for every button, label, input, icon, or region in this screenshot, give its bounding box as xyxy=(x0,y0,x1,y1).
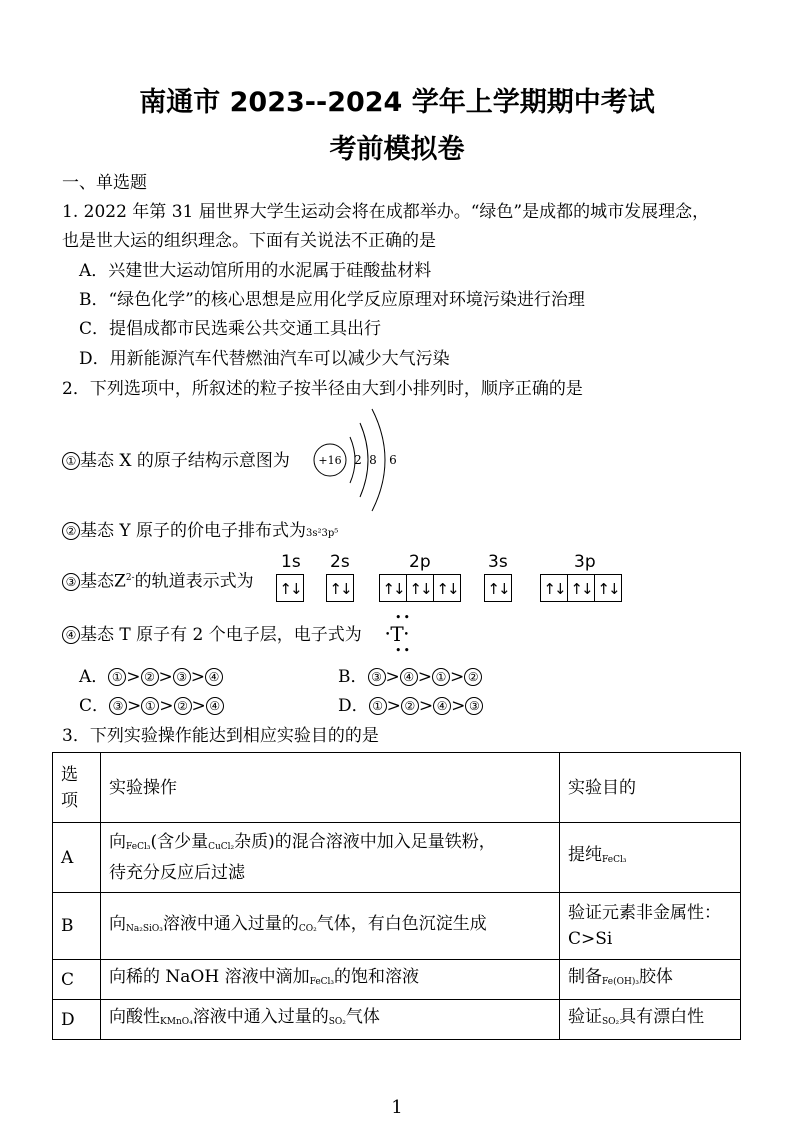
orbital-box-2p-2: ↑↓ xyxy=(406,574,434,602)
shell-count-3: 6 xyxy=(389,453,397,467)
row-a-purpose: 提纯$_{FeCl_3}$ xyxy=(560,823,741,893)
circled-mark-1: ① xyxy=(62,452,80,470)
lewis-symbol: •T• xyxy=(385,622,409,646)
row-b-purpose: 验证元素非金属性： C>Si xyxy=(560,893,741,960)
section-heading: 一、单选题 xyxy=(62,173,147,193)
circled-mark-2: ② xyxy=(62,522,80,540)
q2-stem: 2．下列选项中，所叙述的粒子按半径由大到小排列时，顺序正确的是 xyxy=(62,379,583,399)
circled-mark-4: ④ xyxy=(62,626,80,644)
q2-choice-d: D． ① > ② > ④ > ③ xyxy=(338,695,483,717)
page-subtitle: 考前模拟卷 xyxy=(329,134,465,165)
orbital-label-1s: 1s xyxy=(281,552,301,572)
ion-symbol: Z xyxy=(114,571,126,592)
nucleus-label: +16 xyxy=(318,454,342,467)
header-purpose: 实验目的 xyxy=(560,753,741,823)
header-option: 选 项 xyxy=(53,753,101,823)
orbital-label-3p: 3p xyxy=(574,552,596,572)
q2-item1-text: 基态 X 的原子结构示意图为 xyxy=(80,451,290,471)
orbital-label-2p: 2p xyxy=(409,552,431,572)
q2-item3-prefix: 基态 xyxy=(80,571,114,592)
q2-item4-text: 基态 T 原子有 2 个电子层，电子式为 xyxy=(80,625,362,645)
q1-option-b: B．“绿色化学”的核心思想是应用化学反应原理对环境污染进行治理 xyxy=(79,290,585,310)
row-b-operation: 向$_{Na_2SiO_3}$溶液中通入过量的$_{CO_2}$气体，有白色沉淀生成 xyxy=(101,893,560,960)
row-b-option: B xyxy=(53,893,101,960)
lewis-dots-bottom: •• xyxy=(395,644,412,657)
orbital-box-2s: ↑↓ xyxy=(326,574,354,602)
q3-stem: 3．下列实验操作能达到相应实验目的的是 xyxy=(62,726,379,746)
q2-choice-b: B． ③ > ④ > ① > ② xyxy=(338,666,482,688)
lewis-dots-top: •• xyxy=(395,611,412,624)
shell-count-2: 8 xyxy=(369,453,377,467)
table-row xyxy=(53,823,741,893)
q2-choice-c: C． ③ > ① > ② > ④ xyxy=(79,695,224,717)
orbital-box-1s: ↑↓ xyxy=(276,574,304,602)
experiment-table xyxy=(52,752,741,1040)
electron-config: 3s²3p⁵ xyxy=(306,528,339,539)
header-operation: 实验操作 xyxy=(101,753,560,823)
page-title: 南通市 2023--2024 学年上学期期中考试 xyxy=(139,87,655,118)
table-row xyxy=(53,960,741,1000)
table-header-row xyxy=(53,753,741,823)
q2-item2 xyxy=(62,520,338,545)
orbital-box-3p-2: ↑↓ xyxy=(567,574,595,602)
row-a-operation: 向$_{FeCl_3}$(含少量$_{CuCl_2}$杂质)的混合溶液中加入足量铁粉， 待充分反应后过滤 xyxy=(101,823,560,893)
q1-option-d: D．用新能源汽车代替燃油汽车可以减少大气污染 xyxy=(79,349,450,369)
orbital-label-2s: 2s xyxy=(330,552,350,572)
row-d-option: D xyxy=(53,1000,101,1040)
orbital-box-3p-1: ↑↓ xyxy=(540,574,568,602)
q2-item3-suffix: 的轨道表示式为 xyxy=(134,571,254,592)
atom-structure-diagram xyxy=(308,405,408,515)
q2-item1 xyxy=(62,450,290,472)
ion-charge: 2- xyxy=(125,573,135,583)
q2-item3 xyxy=(62,567,254,593)
orbital-box-3p-3: ↑↓ xyxy=(594,574,622,602)
q1-option-c: C．提倡成都市民选乘公共交通工具出行 xyxy=(79,319,382,339)
page-number: 1 xyxy=(391,1097,403,1118)
row-a-option: A xyxy=(53,823,101,893)
table-row xyxy=(53,1000,741,1040)
circled-mark-3: ③ xyxy=(62,573,80,591)
row-d-purpose: 验证$_{SO_2}$具有漂白性 xyxy=(560,1000,741,1040)
q1-option-a: A．兴建世大运动馆所用的水泥属于硅酸盐材料 xyxy=(79,261,432,281)
orbital-box-3s: ↑↓ xyxy=(484,574,512,602)
row-c-option: C xyxy=(53,960,101,1000)
row-c-purpose: 制备$_{Fe(OH)_3}$胶体 xyxy=(560,960,741,1000)
q1-stem-line2: 也是世大运的组织理念。下面有关说法不正确的是 xyxy=(62,231,436,251)
orbital-box-2p-3: ↑↓ xyxy=(433,574,461,602)
row-c-operation: 向稀的 NaOH 溶液中滴加$_{FeCl_3}$的饱和溶液 xyxy=(101,960,560,1000)
row-d-operation: 向酸性$_{KMnO_4}$溶液中通入过量的$_{SO_2}$气体 xyxy=(101,1000,560,1040)
table-row xyxy=(53,893,741,960)
shell-count-1: 2 xyxy=(354,453,362,467)
orbital-label-3s: 3s xyxy=(488,552,508,572)
q2-item2-text: 基态 Y 原子的价电子排布式为 xyxy=(80,521,307,541)
q2-item4 xyxy=(62,624,362,646)
q1-stem-line1: 1. 2022 年第 31 届世界大学生运动会将在成都举办。“绿色”是成都的城市发展理念， xyxy=(62,202,710,222)
q2-choice-a: A． ① > ② > ③ > ④ xyxy=(79,666,223,688)
orbital-box-2p-1: ↑↓ xyxy=(379,574,407,602)
